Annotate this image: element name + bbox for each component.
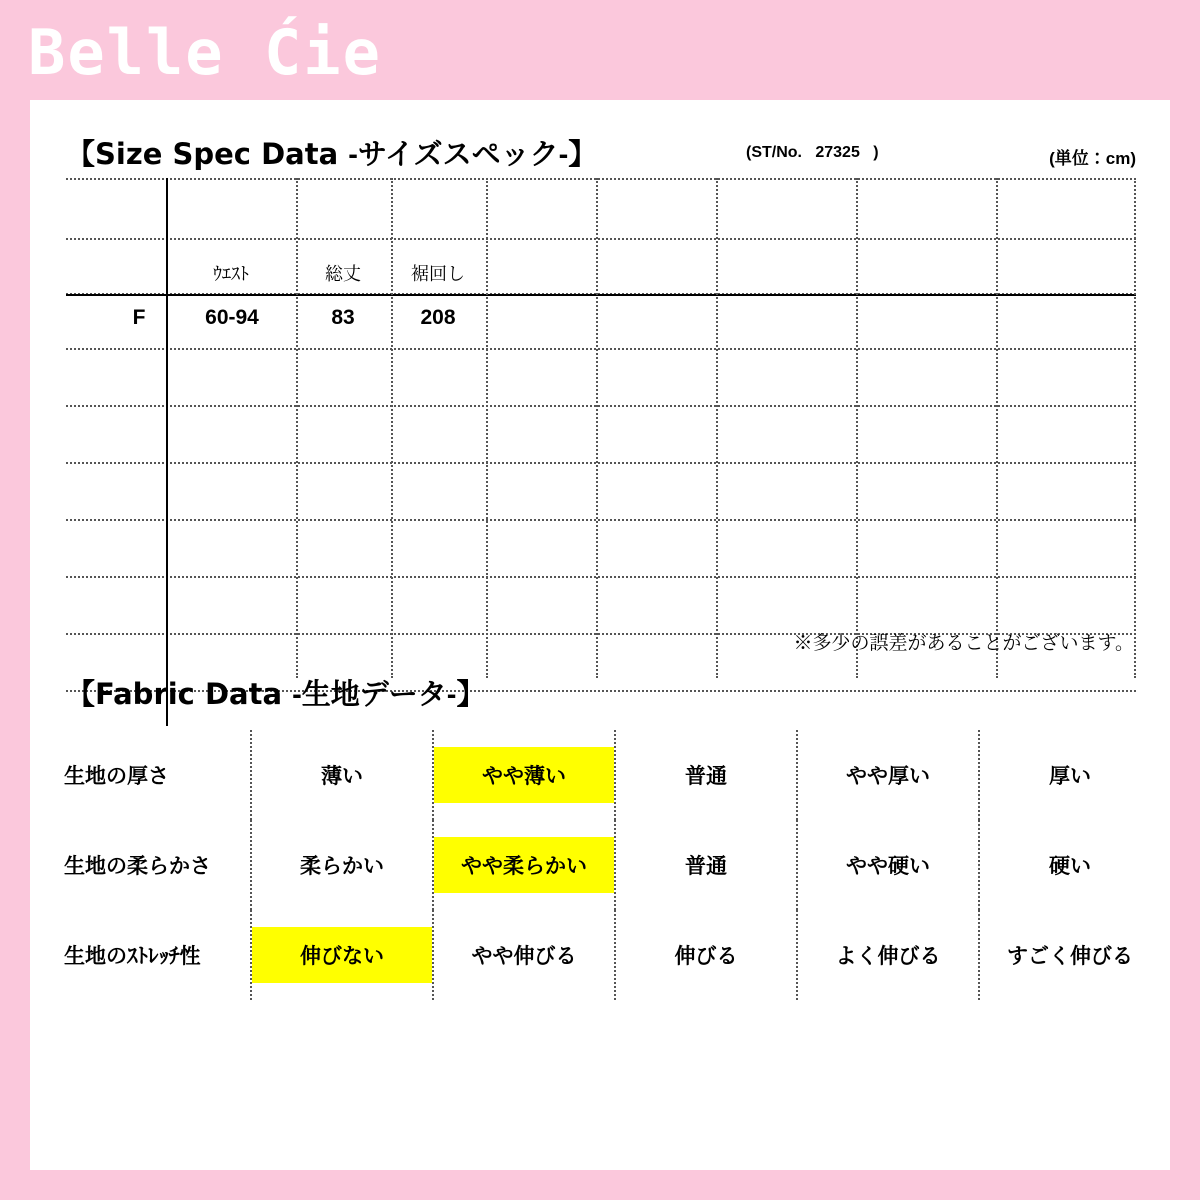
fabric-option-label: やや柔らかい (434, 837, 614, 893)
size-spec-header (66, 132, 1136, 172)
fabric-option[interactable] (796, 730, 978, 820)
grid-vline (391, 178, 393, 678)
size-spec-title-en: 【Size Spec Data (66, 137, 349, 171)
grid-hline (66, 178, 1136, 180)
style-number-value: 27325 (815, 144, 860, 161)
fabric-option-label: よく伸びる (835, 945, 941, 968)
fabric-options (250, 820, 1160, 910)
fabric-data-title-en: 【Fabric Data (66, 677, 293, 711)
cell-waist: 60-94 (205, 306, 259, 329)
grid-vline (1134, 178, 1136, 678)
unit-label: (単位：cm) (1049, 149, 1136, 168)
fabric-option-label: 伸びない (252, 927, 432, 983)
fabric-option[interactable] (796, 820, 978, 910)
fabric-option-label: 普通 (685, 765, 727, 788)
fabric-option-label: 伸びる (674, 945, 738, 968)
brand-logo: Belle Ćie (28, 16, 382, 89)
fabric-option[interactable] (250, 730, 432, 820)
fabric-option[interactable] (796, 910, 978, 1000)
fabric-options (250, 910, 1160, 1000)
fabric-option[interactable] (432, 910, 614, 1000)
cell-length: 83 (331, 306, 355, 329)
size-spec-title-jp: -サイズスペック-】 (348, 139, 598, 171)
cell-hem: 208 (420, 306, 456, 329)
grid-vline (296, 178, 298, 678)
grid-hline (66, 405, 1136, 407)
fabric-option-label: やや厚い (846, 765, 930, 788)
grid-header-rule (66, 294, 1136, 296)
style-number (746, 144, 879, 162)
fabric-row-label: 生地の厚さ (64, 765, 169, 788)
fabric-option[interactable] (978, 910, 1160, 1000)
spec-sheet (30, 100, 1170, 1170)
style-number-label: (ST/No. (746, 144, 802, 161)
column-header-waist: ｳｴｽﾄ (213, 264, 249, 284)
fabric-option[interactable] (250, 820, 432, 910)
grid-hline (66, 519, 1136, 521)
grid-solid-vline (166, 178, 168, 726)
column-header-hem: 裾回し (411, 264, 465, 284)
fabric-option[interactable] (614, 910, 796, 1000)
fabric-option-label: 普通 (685, 855, 727, 878)
fabric-data-title (66, 672, 485, 713)
grid-hline (66, 576, 1136, 578)
grid-vline (996, 178, 998, 678)
size-spec-grid (66, 178, 1136, 678)
fabric-option-label: 薄い (321, 765, 363, 788)
grid-hline (66, 238, 1136, 240)
grid-vline (716, 178, 718, 678)
grid-vline (596, 178, 598, 678)
fabric-option-selected[interactable] (432, 820, 614, 910)
fabric-option-label: やや伸びる (471, 945, 577, 968)
fabric-row-label: 生地の柔らかさ (64, 855, 211, 878)
fabric-option-label: やや硬い (846, 855, 930, 878)
fabric-row-stretch (50, 910, 1160, 1000)
fabric-option[interactable] (978, 820, 1160, 910)
style-number-close: ) (873, 144, 879, 161)
row-size-label: F (132, 306, 146, 329)
fabric-option[interactable] (614, 820, 796, 910)
fabric-row-thickness (50, 730, 1160, 820)
grid-hline (66, 462, 1136, 464)
fabric-row-softness (50, 820, 1160, 910)
column-header-length: 総丈 (325, 264, 361, 284)
fabric-options (250, 730, 1160, 820)
fabric-data-table (50, 730, 1160, 1000)
grid-vline (486, 178, 488, 678)
fabric-option-selected[interactable] (432, 730, 614, 820)
size-spec-title (66, 132, 597, 173)
fabric-option-label: 厚い (1049, 765, 1091, 788)
fabric-row-label: 生地のｽﾄﾚｯﾁ性 (64, 945, 201, 968)
fabric-option[interactable] (614, 730, 796, 820)
fabric-option-label: 硬い (1049, 855, 1091, 878)
fabric-option-label: すごく伸びる (1007, 945, 1133, 968)
fabric-option[interactable] (978, 730, 1160, 820)
fabric-option-selected[interactable] (250, 910, 432, 1000)
fabric-data-title-jp: -生地データ-】 (292, 679, 486, 711)
grid-hline (66, 348, 1136, 350)
fabric-option-label: 柔らかい (300, 855, 384, 878)
measurement-note: ※多少の誤差があることがございます。 (793, 633, 1134, 654)
grid-vline (856, 178, 858, 678)
fabric-option-label: やや薄い (434, 747, 614, 803)
